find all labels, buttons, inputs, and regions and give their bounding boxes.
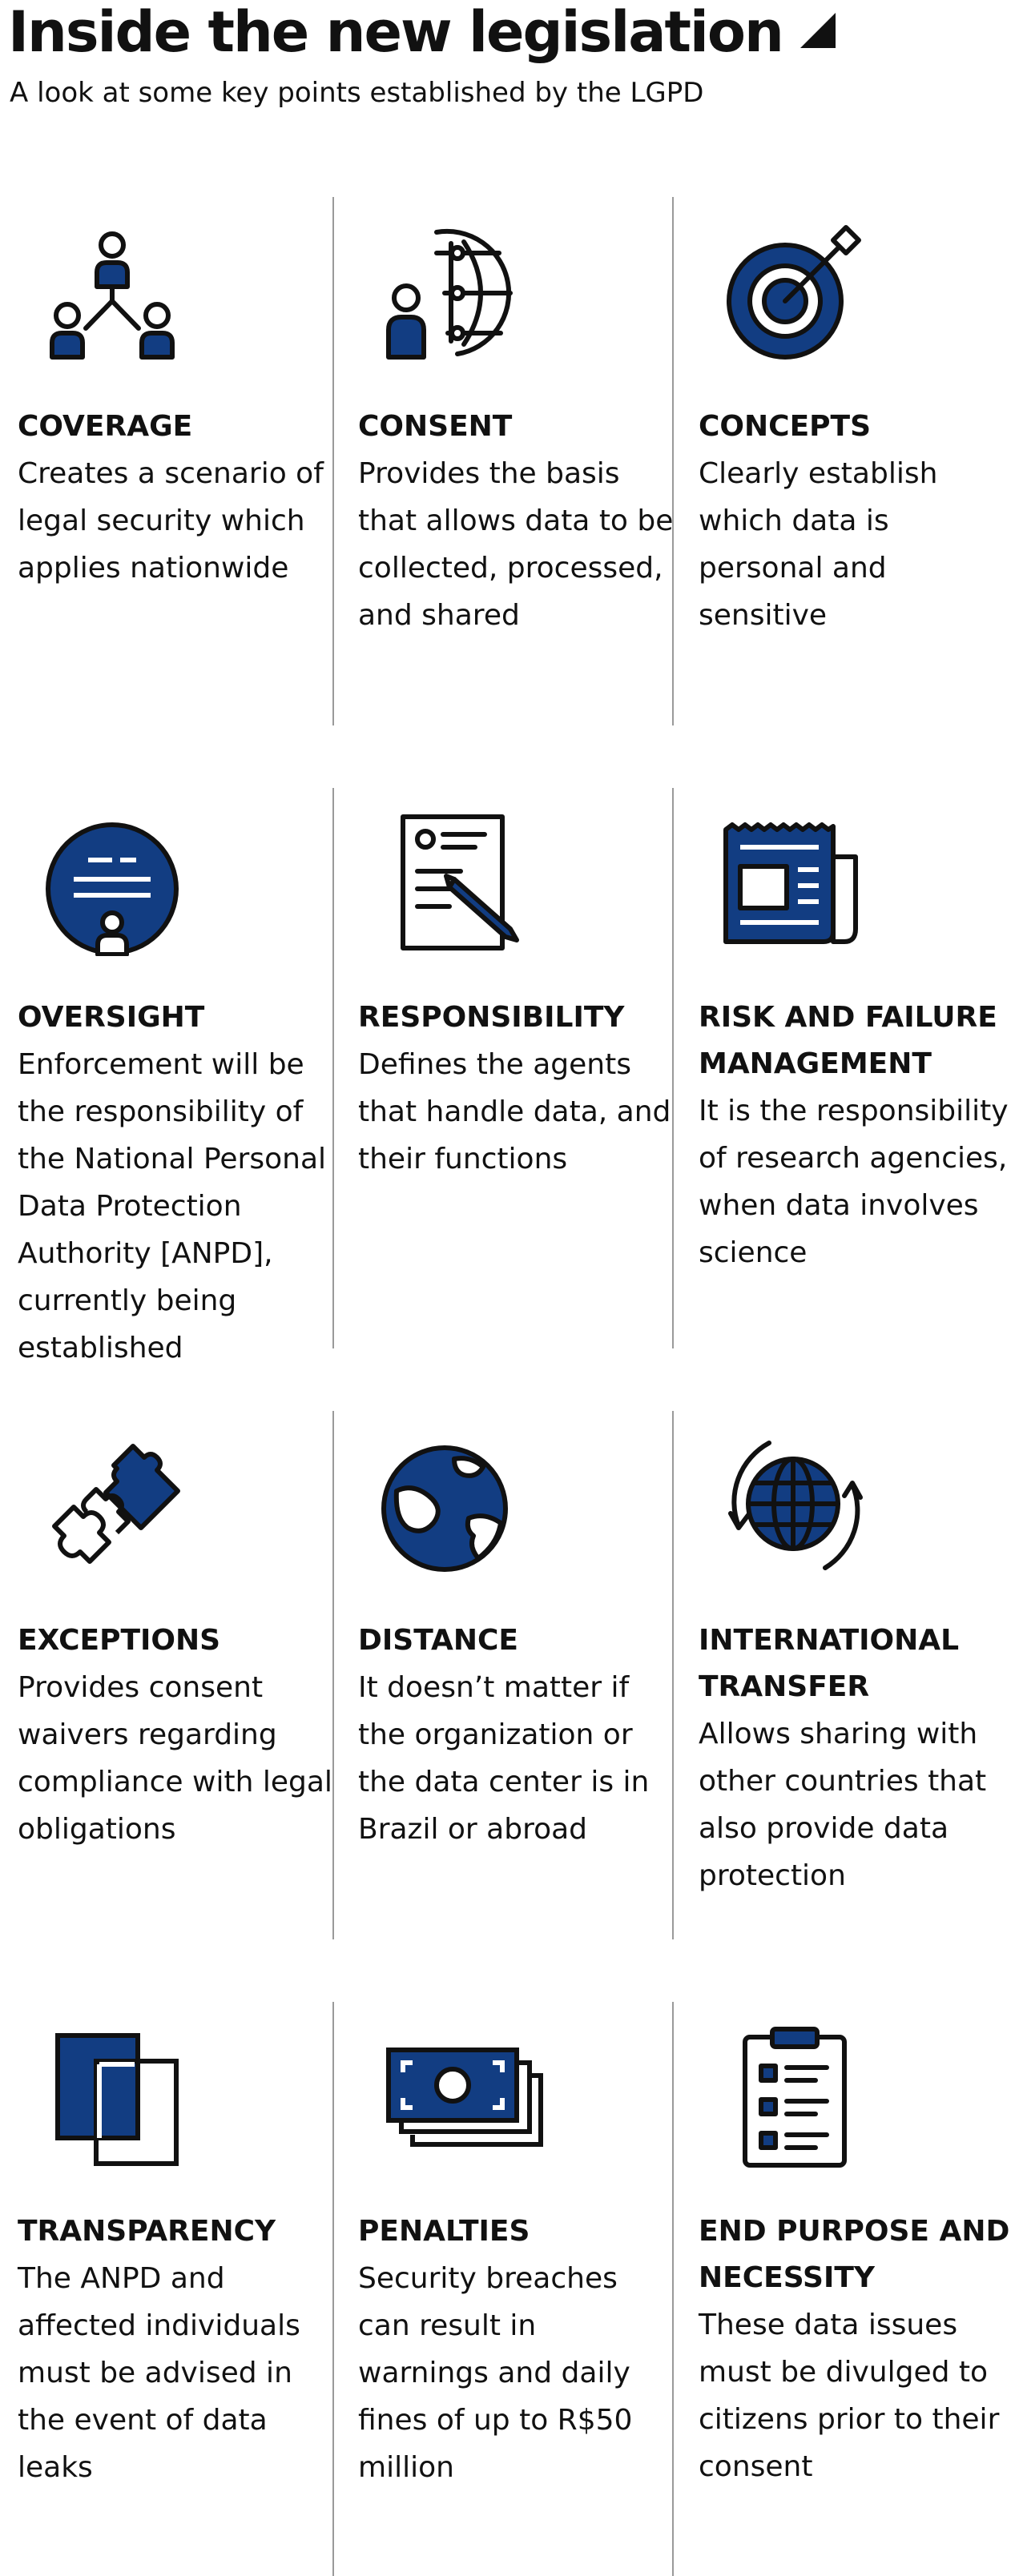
- overlapping-squares-icon: [40, 2026, 184, 2170]
- item-consent: [340, 197, 677, 725]
- item-title: CONSENT: [358, 410, 513, 443]
- globe-arrows-icon: [721, 1435, 865, 1579]
- item-title: PENALTIES: [358, 2215, 530, 2248]
- item-title: RESPONSIBILITY: [358, 1001, 625, 1034]
- item-description: Provides consent waivers regarding compliance with legal obligations: [18, 1671, 332, 1846]
- item-title: END PURPOSE AND NECESSITY: [699, 2215, 1010, 2294]
- item-title: COVERAGE: [18, 410, 193, 443]
- newspaper-icon: [721, 812, 865, 956]
- item-title: INTERNATIONAL TRANSFER: [699, 1624, 960, 1703]
- item-title: EXCEPTIONS: [18, 1624, 221, 1657]
- item-risk-and-failure-management: [681, 788, 1015, 1316]
- globe-icon: [381, 1435, 525, 1579]
- item-end-purpose-and-necessity: [681, 2002, 1015, 2530]
- item-oversight: [0, 788, 336, 1364]
- item-text: [699, 2208, 1015, 2490]
- document-pen-icon: [381, 812, 525, 956]
- item-distance: [340, 1411, 677, 1939]
- item-transparency: [0, 2002, 336, 2530]
- item-text: [358, 995, 675, 1183]
- item-text: [18, 1618, 335, 1853]
- page-subtitle: A look at some key points established by the LGPD: [10, 77, 704, 109]
- page-title-text: Inside the new legislation: [8, 0, 783, 65]
- item-text: [358, 1618, 675, 1853]
- item-description: Security breaches can result in warnings and daily fines of up to R$50 million: [358, 2262, 633, 2484]
- item-text: [18, 995, 335, 1372]
- item-title: CONCEPTS: [699, 410, 872, 443]
- item-title: OVERSIGHT: [18, 1001, 205, 1034]
- triangle-icon: [800, 13, 836, 48]
- item-concepts: [681, 197, 1015, 725]
- item-text: [699, 995, 1015, 1276]
- item-text: [699, 404, 1015, 639]
- item-description: The ANPD and affected individuals must be advised in the event of data leaks: [18, 2262, 300, 2484]
- target-icon: [721, 221, 865, 365]
- checklist-clipboard-icon: [721, 2026, 865, 2170]
- item-international-transfer: [681, 1411, 1015, 1939]
- item-description: Enforcement will be the responsibility of the National Personal Data Protection Authority [ANPD], currently being established: [18, 1048, 327, 1364]
- item-description: Allows sharing with other countries that also provide data protection: [699, 1718, 987, 1892]
- item-title: DISTANCE: [358, 1624, 518, 1657]
- item-responsibility: [340, 788, 677, 1316]
- puzzle-pieces-icon: [40, 1435, 184, 1579]
- item-penalties: [340, 2002, 677, 2530]
- row-1: [0, 197, 1015, 725]
- item-text: [358, 404, 675, 639]
- page-title: [8, 0, 836, 65]
- item-description: It doesn’t matter if the organization or the data center is in Brazil or abroad: [358, 1671, 650, 1846]
- item-description: Provides the basis that allows data to be collected, processed, and shared: [358, 457, 674, 632]
- item-text: [699, 1618, 1015, 1899]
- person-globe-icon: [381, 221, 525, 365]
- network-people-icon: [40, 221, 184, 365]
- item-title: TRANSPARENCY: [18, 2215, 276, 2248]
- row-3: [0, 1411, 1015, 1939]
- item-description: Creates a scenario of legal security which applies nationwide: [18, 457, 324, 585]
- item-coverage: [0, 197, 336, 725]
- row-4: [0, 2002, 1015, 2530]
- item-description: These data issues must be divulged to citizens prior to their consent: [699, 2309, 1000, 2483]
- item-exceptions: [0, 1411, 336, 1939]
- authority-seal-icon: [40, 812, 184, 956]
- item-description: Defines the agents that handle data, and their functions: [358, 1048, 671, 1175]
- item-title: RISK AND FAILURE MANAGEMENT: [699, 1001, 997, 1080]
- banknotes-icon: [381, 2026, 525, 2170]
- item-description: It is the responsibility of research agencies, when data involves science: [699, 1095, 1009, 1269]
- item-text: [18, 2208, 335, 2491]
- item-text: [18, 404, 335, 592]
- item-text: [358, 2208, 675, 2491]
- row-2: [0, 788, 1015, 1364]
- item-description: Clearly establish which data is personal and sensitive: [699, 457, 938, 632]
